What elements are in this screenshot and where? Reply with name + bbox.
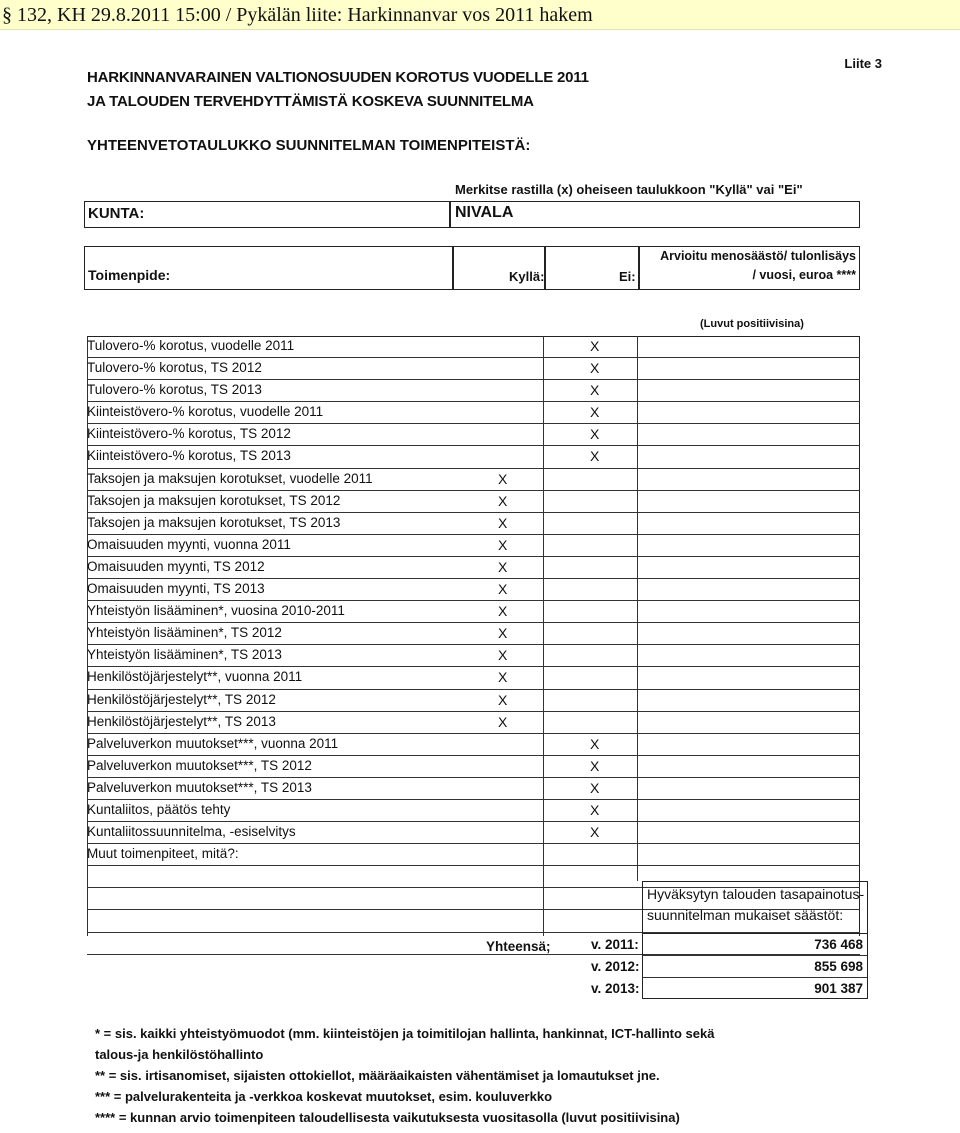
row-kylla-mark: X <box>498 558 508 575</box>
table-row <box>87 822 860 844</box>
table-row <box>87 756 860 778</box>
row-ei-mark: X <box>590 426 600 443</box>
positive-note: (Luvut positiivisina) <box>700 318 804 330</box>
row-label: Tulovero-% korotus, TS 2012 <box>87 360 262 376</box>
row-label: Tulovero-% korotus, vuodelle 2011 <box>87 338 295 353</box>
table-row <box>87 380 860 402</box>
total-value: 901 387 <box>814 981 863 996</box>
row-label: Yhteistyön lisääminen*, vuosina 2010-2011 <box>87 603 345 619</box>
table-row <box>87 446 860 468</box>
table-row <box>87 469 860 491</box>
table-row <box>87 844 860 866</box>
footnote: ** = sis. irtisanomiset, sijaisten ottokiellot, määräaikaisten vähentämiset ja lomautukset jne. <box>95 1068 660 1083</box>
row-label: Omaisuuden myynti, TS 2012 <box>87 558 265 574</box>
row-ei-mark: X <box>590 824 600 841</box>
table-row <box>87 402 860 424</box>
table-row <box>87 778 860 800</box>
attachment-label: Liite 3 <box>844 56 882 71</box>
summary-subtitle: YHTEENVETOTAULUKKO SUUNNITELMAN TOIMENPITEISTÄ: <box>87 137 531 154</box>
table-row <box>87 623 860 645</box>
document-header-bar: § 132, KH 29.8.2011 15:00 / Pykälän liite: Harkinnanvar vos 2011 hakem <box>0 0 960 30</box>
table-row <box>87 690 860 712</box>
kunta-value: NIVALA <box>455 204 514 221</box>
total-year: v. 2013: <box>591 981 640 996</box>
total-value: 855 698 <box>814 959 863 974</box>
row-label: Tulovero-% korotus, TS 2013 <box>87 382 262 398</box>
table-row <box>87 712 860 734</box>
row-label: Palveluverkon muutokset***, vuonna 2011 <box>87 735 339 751</box>
table-row <box>87 800 860 822</box>
table-row <box>87 358 860 380</box>
table-row <box>87 491 860 513</box>
table-row <box>87 557 860 579</box>
row-label: Taksojen ja maksujen korotukset, vuodelle 2011 <box>87 470 373 486</box>
row-ei-mark: X <box>590 404 600 421</box>
total-value: 736 468 <box>814 937 863 952</box>
footnote: * = sis. kaikki yhteistyömuodot (mm. kiinteistöjen ja toimitilojan hallinta, hankinnat, ICT-hallinto sekä <box>95 1026 715 1041</box>
row-ei-mark: X <box>590 360 600 377</box>
approved-line: Hyväksytyn talouden tasapainotus- <box>647 886 865 902</box>
row-kylla-mark: X <box>498 625 508 642</box>
kunta-divider <box>449 202 451 227</box>
row-kylla-mark: X <box>498 647 508 664</box>
row-label: Kuntaliitossuunnitelma, -esiselvitys <box>87 824 296 840</box>
kunta-box <box>84 201 860 228</box>
total-row <box>591 934 867 956</box>
total-row <box>591 978 867 1000</box>
row-label: Yhteistyön lisääminen*, TS 2012 <box>87 625 282 641</box>
document-title <box>87 66 589 114</box>
footnote: talous-ja henkilöstöhallinto <box>95 1047 264 1062</box>
row-ei-mark: X <box>590 779 600 796</box>
col-divider <box>544 247 546 289</box>
table-row <box>87 424 860 446</box>
footnote: *** = palvelurakenteita ja -verkkoa koskevat muutokset, esim. kouluverkko <box>95 1089 553 1104</box>
row-ei-mark: X <box>590 801 600 818</box>
row-label: Omaisuuden myynti, TS 2013 <box>87 581 265 597</box>
title-line: HARKINNANVARAINEN VALTIONOSUUDEN KOROTUS VUODELLE 2011 <box>87 69 589 86</box>
row-ei-mark: X <box>590 382 600 399</box>
totals-label: Yhteensä; <box>486 939 551 954</box>
row-ei-mark: X <box>590 448 600 465</box>
footnote: **** = kunnan arvio toimenpiteen taloudellisesta vaikutuksesta vuositasolla (luvut positiivisina) <box>95 1110 680 1125</box>
row-kylla-mark: X <box>498 603 508 620</box>
row-label: Henkilöstöjärjestelyt**, TS 2012 <box>87 691 276 707</box>
kunta-label: KUNTA: <box>88 205 145 222</box>
row-label: Taksojen ja maksujen korotukset, TS 2013 <box>87 514 341 530</box>
col-divider <box>638 247 640 289</box>
instruction-text: Merkitse rastilla (x) oheiseen taulukkoon "Kyllä" vai "Ei" <box>455 182 803 197</box>
row-kylla-mark: X <box>498 669 508 686</box>
total-row <box>591 956 867 978</box>
row-ei-mark: X <box>590 757 600 774</box>
col-arvio <box>660 247 856 285</box>
row-label: Kiinteistövero-% korotus, vuodelle 2011 <box>87 404 324 420</box>
table-row <box>87 645 860 667</box>
title-line: JA TALOUDEN TERVEHDYTTÄMISTÄ KOSKEVA SUUNNITELMA <box>87 93 534 110</box>
row-ei-mark: X <box>590 735 600 752</box>
footnotes <box>95 1023 714 1128</box>
table-row <box>87 601 860 623</box>
col-arvio-line: Arvioitu menosäästö/ tulonlisäys <box>660 249 856 263</box>
table-row <box>87 513 860 535</box>
table-row <box>87 734 860 756</box>
row-kylla-mark: X <box>498 514 508 531</box>
col-arvio-line: / vuosi, euroa **** <box>752 268 856 282</box>
row-label: Kiinteistövero-% korotus, TS 2013 <box>87 448 291 464</box>
total-year: v. 2011: <box>591 937 639 952</box>
row-kylla-mark: X <box>498 492 508 509</box>
total-year: v. 2012: <box>591 959 640 974</box>
row-label: Henkilöstöjärjestelyt**, vuonna 2011 <box>87 669 303 685</box>
row-label: Taksojen ja maksujen korotukset, TS 2012 <box>87 492 341 508</box>
table-row <box>87 579 860 601</box>
row-kylla-mark: X <box>498 536 508 553</box>
row-label: Palveluverkon muutokset***, TS 2012 <box>87 757 312 773</box>
measures-table <box>87 336 860 955</box>
col-ei: Ei: <box>619 269 636 284</box>
col-divider <box>452 247 454 289</box>
row-label: Muut toimenpiteet, mitä?: <box>87 846 239 862</box>
approved-line: suunnitelman mukaiset säästöt: <box>647 907 844 923</box>
table-row <box>87 336 860 358</box>
row-label: Kuntaliitos, päätös tehty <box>87 801 231 817</box>
row-kylla-mark: X <box>498 470 508 487</box>
row-kylla-mark: X <box>498 691 508 708</box>
row-kylla-mark: X <box>498 581 508 598</box>
col-toimenpide: Toimenpide: <box>88 267 171 283</box>
row-label: Kiinteistövero-% korotus, TS 2012 <box>87 426 291 442</box>
row-label: Henkilöstöjärjestelyt**, TS 2013 <box>87 713 276 729</box>
table-row <box>87 667 860 689</box>
row-label: Omaisuuden myynti, vuonna 2011 <box>87 536 291 552</box>
row-kylla-mark: X <box>498 713 508 730</box>
row-label: Yhteistyön lisääminen*, TS 2013 <box>87 647 282 663</box>
table-row <box>87 535 860 557</box>
table-header <box>84 246 860 290</box>
totals-box <box>591 933 868 999</box>
approved-savings-box <box>642 881 868 933</box>
row-ei-mark: X <box>590 338 600 354</box>
row-label: Palveluverkon muutokset***, TS 2013 <box>87 779 312 795</box>
col-kylla: Kyllä: <box>509 269 545 284</box>
